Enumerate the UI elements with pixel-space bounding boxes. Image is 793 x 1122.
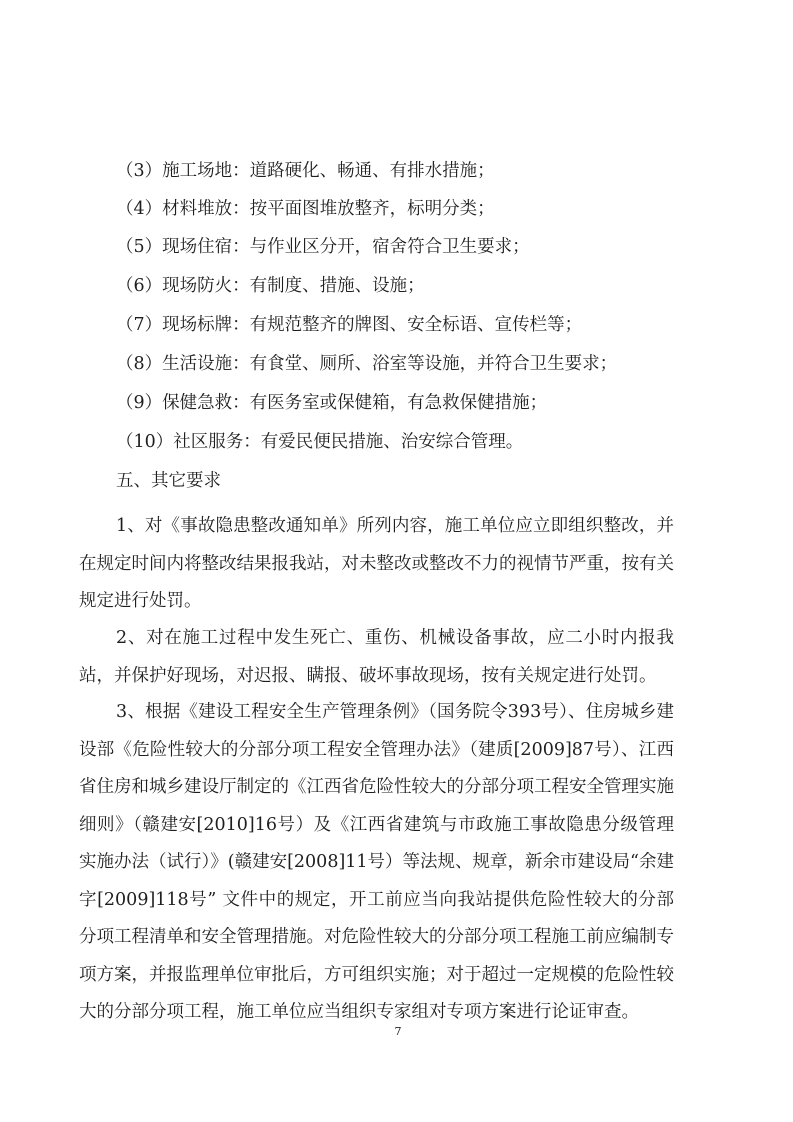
requirement-paragraph <box>79 694 674 1032</box>
requirement-text: 1、对《事故隐患整改通知单》所列内容，施工单位应立即组织整改，并在规定时间内将整改结果报我站，对未整改或整改不力的视情节严重，按有关规定进行处罚。 <box>79 516 674 611</box>
page-number: 7 <box>394 1025 402 1038</box>
list-item: （10）社区服务：有爱民便民措施、治安综合管理。 <box>116 432 524 452</box>
section-heading: 五、其它要求 <box>116 471 221 491</box>
requirement-paragraph <box>79 620 674 695</box>
list-item: （7）现场标牌：有规范整齐的牌图、安全标语、宣传栏等； <box>116 315 583 335</box>
list-item: （6）现场防火：有制度、措施、设施； <box>116 276 425 296</box>
list-item: （4）材料堆放：按平面图堆放整齐，标明分类； <box>116 199 495 219</box>
requirement-paragraph <box>79 508 674 621</box>
list-item: （3）施工场地：道路硬化、畅通、有排水措施； <box>116 161 495 181</box>
requirement-text: 3、根据《建设工程安全生产管理条例》（国务院令393号）、住房城乡建设部《危险性较大的分部分项工程安全管理办法》（建质[2009]87号）、江西省住房和城乡建设厅制定的《江西省危险性较大的分部分项工程安全管理实施细则》（赣建安[2010]16号）及《江西省建筑与市政施工事故隐患分级管理实施办法（试行）》(赣建安[2008]11号）等法规、规章，新余市建设局“余建字[2009]118号” 文件中的规定，开工前应当向我站提供危险性较大的分部分项工程清单和安全管理措施。对危险性较大的分部分项工程施工前应编制专项方案，并报监理单位审批后，方可组织实施；对于超过一定规模的危险性较大的分部分项工程，施工单位应当组织专家组对专项方案进行论证审查。 <box>79 702 674 1022</box>
list-item: （9）保健急救：有医务室或保健箱，有急救保健措施； <box>116 393 548 413</box>
requirement-text: 2、对在施工过程中发生死亡、重伤、机械设备事故，应二小时内报我站，并保护好现场，对迟报、瞒报、破坏事故现场，按有关规定进行处罚。 <box>79 628 674 686</box>
list-item: （8）生活设施：有食堂、厕所、浴室等设施，并符合卫生要求； <box>116 354 618 374</box>
list-item: （5）现场住宿：与作业区分开，宿舍符合卫生要求； <box>116 237 530 257</box>
